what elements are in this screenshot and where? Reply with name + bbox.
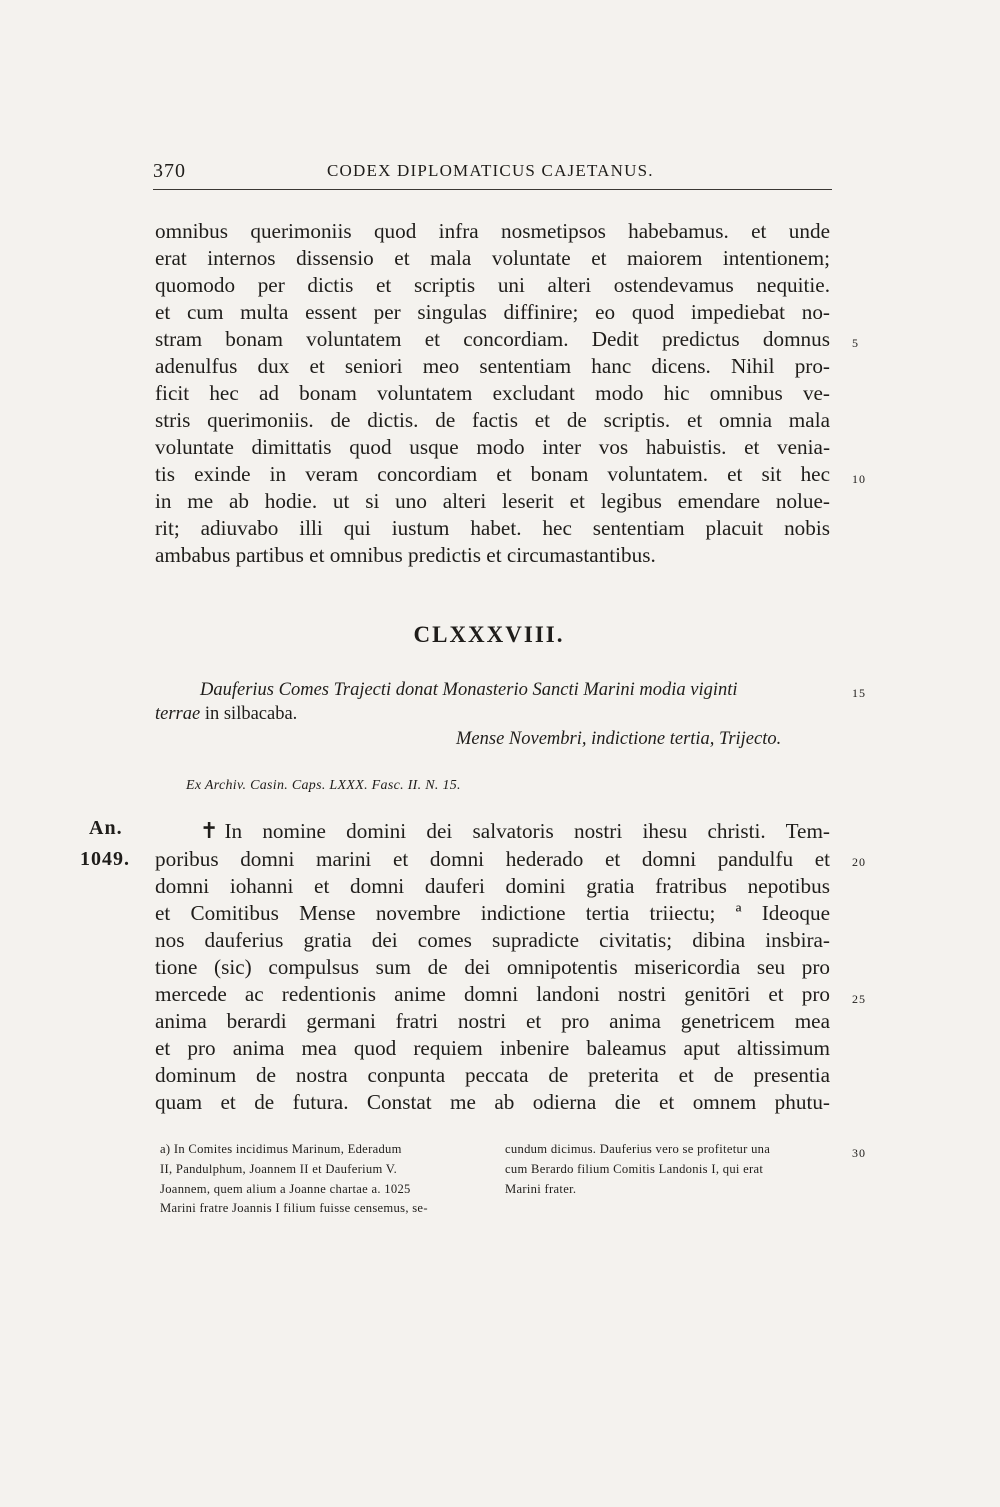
document-number: CLXXXVIII. bbox=[413, 622, 565, 647]
line-number: 15 bbox=[852, 686, 866, 700]
text-line: quomodo per dictis et scriptis uni alteri ostendevamus nequitie. bbox=[155, 273, 830, 297]
text-line: et cum multa essent per singulas diffinire; eo quod impediebat no- bbox=[155, 300, 830, 324]
document-dating: Mense Novembri, indictione tertia, Trijecto. bbox=[456, 729, 782, 749]
document-summary-continued: terrae in silbacaba. bbox=[155, 704, 298, 724]
text-line: dominum de nostra conpunta peccata de preterita et de presentia bbox=[155, 1063, 830, 1087]
text-line: erat internos dissensio et mala voluntate et maiorem intentionem; bbox=[155, 246, 830, 270]
text-line: ficit hec ad bonam voluntatem excludant modo hic omnibus ve- bbox=[155, 381, 830, 405]
line-number: 30 bbox=[852, 1146, 866, 1160]
text-line: voluntate dimittatis quod usque modo inter vos habuistis. et venia- bbox=[155, 435, 830, 459]
footnote-line: Joannem, quem alium a Joanne chartae a. 1025 bbox=[160, 1182, 411, 1196]
text-line: stris querimoniis. de dictis. de factis et de scriptis. et omnia mala bbox=[155, 408, 830, 432]
text-line: quam et de futura. Constat me ab odierna die et omnem phutu- bbox=[155, 1090, 830, 1114]
text-line: ambabus partibus et omnibus predictis et circumastantibus. bbox=[155, 543, 656, 567]
archive-source: Ex Archiv. Casin. Caps. LXXX. Fasc. II. N. 15. bbox=[186, 778, 461, 793]
header-rule bbox=[153, 189, 832, 190]
footnote-line: cundum dicimus. Dauferius vero se profitetur una bbox=[505, 1142, 771, 1156]
line-number: 25 bbox=[852, 992, 866, 1006]
running-header bbox=[153, 160, 830, 186]
text-line: et pro anima mea quod requiem inbenire baleamus aput altissimum bbox=[155, 1036, 830, 1060]
footnote-line: Marini frater. bbox=[505, 1182, 577, 1196]
document-summary: Dauferius Comes Trajecti donat Monasterio Sancti Marini modia viginti bbox=[200, 680, 738, 700]
text-line: anima berardi germani fratri nostri et pro anima genetricem mea bbox=[155, 1009, 830, 1033]
footnote-line: Marini fratre Joannis I filium fuisse censemus, se- bbox=[160, 1201, 428, 1215]
text-line: in me ab hodie. ut si uno alteri leserit et legibus emendare noluе- bbox=[155, 489, 830, 513]
margin-year-label: An. bbox=[89, 817, 123, 839]
text-line: rit; adiuvabo illi qui iustum habet. hec sententiam placuit nobis bbox=[155, 516, 830, 540]
text-line: omnibus querimoniis quod infra nosmetipsos habebamus. et unde bbox=[155, 219, 830, 243]
text-line: adenulfus dux et seniori meo sententiam hanc dicens. Nihil pro- bbox=[155, 354, 830, 378]
footnote-line: a) In Comites incidimus Marinum, Ederadum bbox=[160, 1142, 402, 1156]
text-line: mercede ac redentionis anime domni landoni nostri genitōri et pro bbox=[155, 982, 830, 1006]
line-number: 20 bbox=[852, 855, 866, 869]
text-line: domni iohanni et domni dauferi domini gratia fratribus nepotibus bbox=[155, 874, 830, 898]
line-number: 5 bbox=[852, 336, 859, 350]
footnote-line: II, Pandulphum, Joannem II et Dauferium V. bbox=[160, 1162, 398, 1176]
cross-icon: ✝ bbox=[200, 819, 219, 844]
text-line: et Comitibus Mense novembre indictione tertia triiectu; ª Ideoque bbox=[155, 901, 830, 925]
text-line: poribus domni marini et domni hederado et domni pandulfu et bbox=[155, 847, 830, 871]
line-number: 10 bbox=[852, 472, 866, 486]
text-line-first: ✝ In nomine domini dei salvatoris nostri ihesu christi. Tem- bbox=[200, 819, 830, 844]
margin-year-value: 1049. bbox=[80, 848, 130, 870]
footnote-line: cum Berardo filium Comitis Landonis I, qui erat bbox=[505, 1162, 764, 1176]
text-line: stram bonam voluntatem et concordiam. Dedit predictus domnus bbox=[155, 327, 830, 351]
running-title: CODEX DIPLOMATICUS CAJETANUS. bbox=[327, 161, 654, 180]
text-line: tione (sic) compulsus sum de dei omnipotentis misericordia seu pro bbox=[155, 955, 830, 979]
text-line: tis exinde in veram concordiam et bonam voluntatem. et sit hec bbox=[155, 462, 830, 486]
text-line: nos dauferius gratia dei comes supradicte civitatis; dibina insbira- bbox=[155, 928, 830, 952]
page-number: 370 bbox=[153, 160, 186, 182]
